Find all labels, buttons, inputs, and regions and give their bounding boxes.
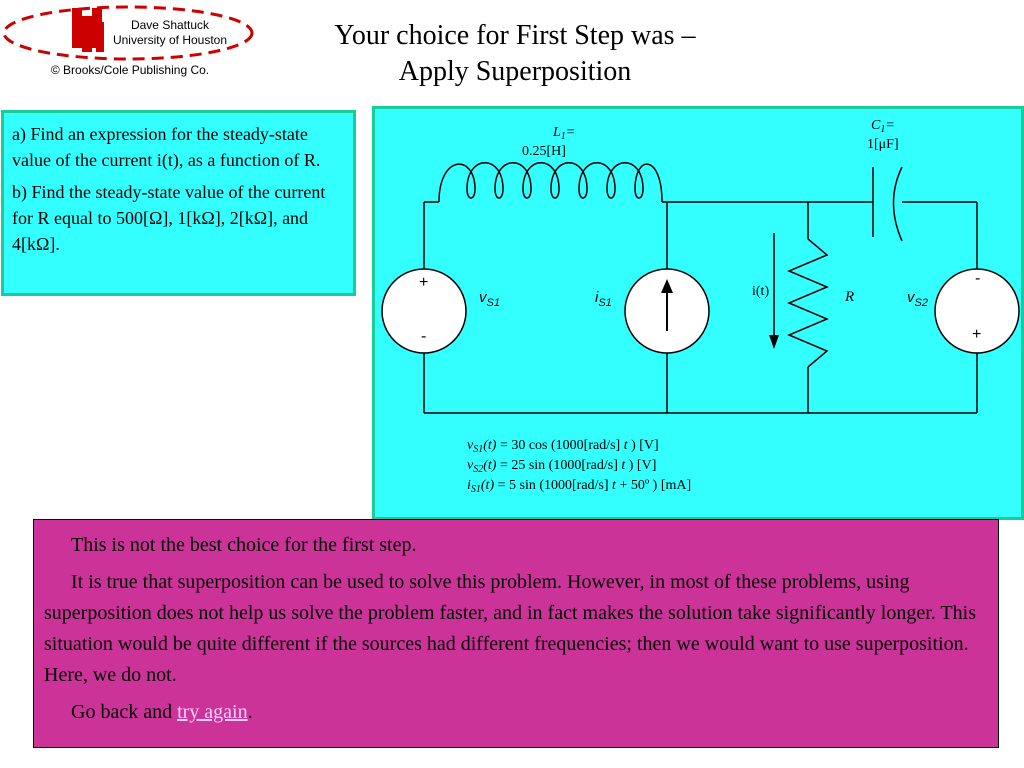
is1-label: $i_{S1}$ <box>595 289 612 309</box>
feedback-paragraph-2: It is true that superposition can be used to solve this problem. However, in most of these problems, using superposition does not help us solve the problem faster, and in fact makes the solution take significantly longer. This situation would be quite different if the sources had different frequencies; then we would want to use superposition. Here, we do not. <box>44 571 976 686</box>
question-part-a: a) Find an expression for the steady-state value of the current i(t), as a function of R. <box>12 124 321 170</box>
author-affiliation: University of Houston <box>112 33 228 47</box>
resistor-label: R <box>845 289 855 305</box>
page-title <box>270 18 760 90</box>
resistor-symbol <box>789 239 827 367</box>
circuit-diagram <box>375 109 1024 523</box>
title-line-2: Apply Superposition <box>398 56 632 87</box>
current-arrowhead-icon <box>769 335 779 349</box>
university-of-houston-logo-icon <box>72 8 104 52</box>
source-equation-3: $i_{S1}(t) = 5$ sin (1000[rad/s] t + 50º ) [mA] <box>467 478 692 495</box>
feedback-go-back-text: Go back and <box>71 701 178 723</box>
circuit-panel <box>372 106 1024 520</box>
vs2-plus-sign: + <box>972 326 982 343</box>
try-again-link[interactable]: try again <box>177 701 248 723</box>
copyright-notice: © Brooks/Cole Publishing Co. <box>50 63 210 77</box>
source-equation-2: $v_{S2}(t) = 25$ sin (1000[rad/s] t ) [V] <box>467 458 657 475</box>
capacitor-value: 1[μF] <box>867 137 899 152</box>
vs1-label: $v_{S1}$ <box>479 289 500 309</box>
inductor-symbol <box>439 163 662 202</box>
author-name: Dave Shattuck <box>130 18 210 32</box>
feedback-paragraph-1: This is not the best choice for the first step. <box>71 534 417 556</box>
source-equations <box>467 438 691 495</box>
capacitor-plate-curved <box>894 167 903 241</box>
feedback-period: . <box>247 701 253 723</box>
question-part-b: b) Find the steady-state value of the current for R equal to 500[Ω], 1[kΩ], 2[kΩ], and 4[kΩ]. <box>12 182 326 254</box>
inductor-label: $L_1=$ <box>553 125 576 142</box>
questions-panel <box>1 110 356 296</box>
vs1-plus-sign: + <box>419 274 429 291</box>
title-line-1: Your choice for First Step was – <box>334 20 696 51</box>
current-label: i(t) <box>752 284 770 299</box>
vs1-minus-sign: - <box>421 328 427 345</box>
header-logo-area <box>0 0 260 90</box>
feedback-message-box <box>33 519 999 748</box>
vs2-minus-sign: - <box>975 270 981 287</box>
vs2-label: $v_{S2}$ <box>907 289 928 309</box>
capacitor-label: $C_1=$ <box>871 118 895 135</box>
inductor-value: 0.25[H] <box>522 144 566 159</box>
source-equation-1: $v_{S1}(t) = 30$ cos (1000[rad/s] t ) [V] <box>467 438 659 455</box>
feedback-paragraph-3 <box>44 697 988 728</box>
